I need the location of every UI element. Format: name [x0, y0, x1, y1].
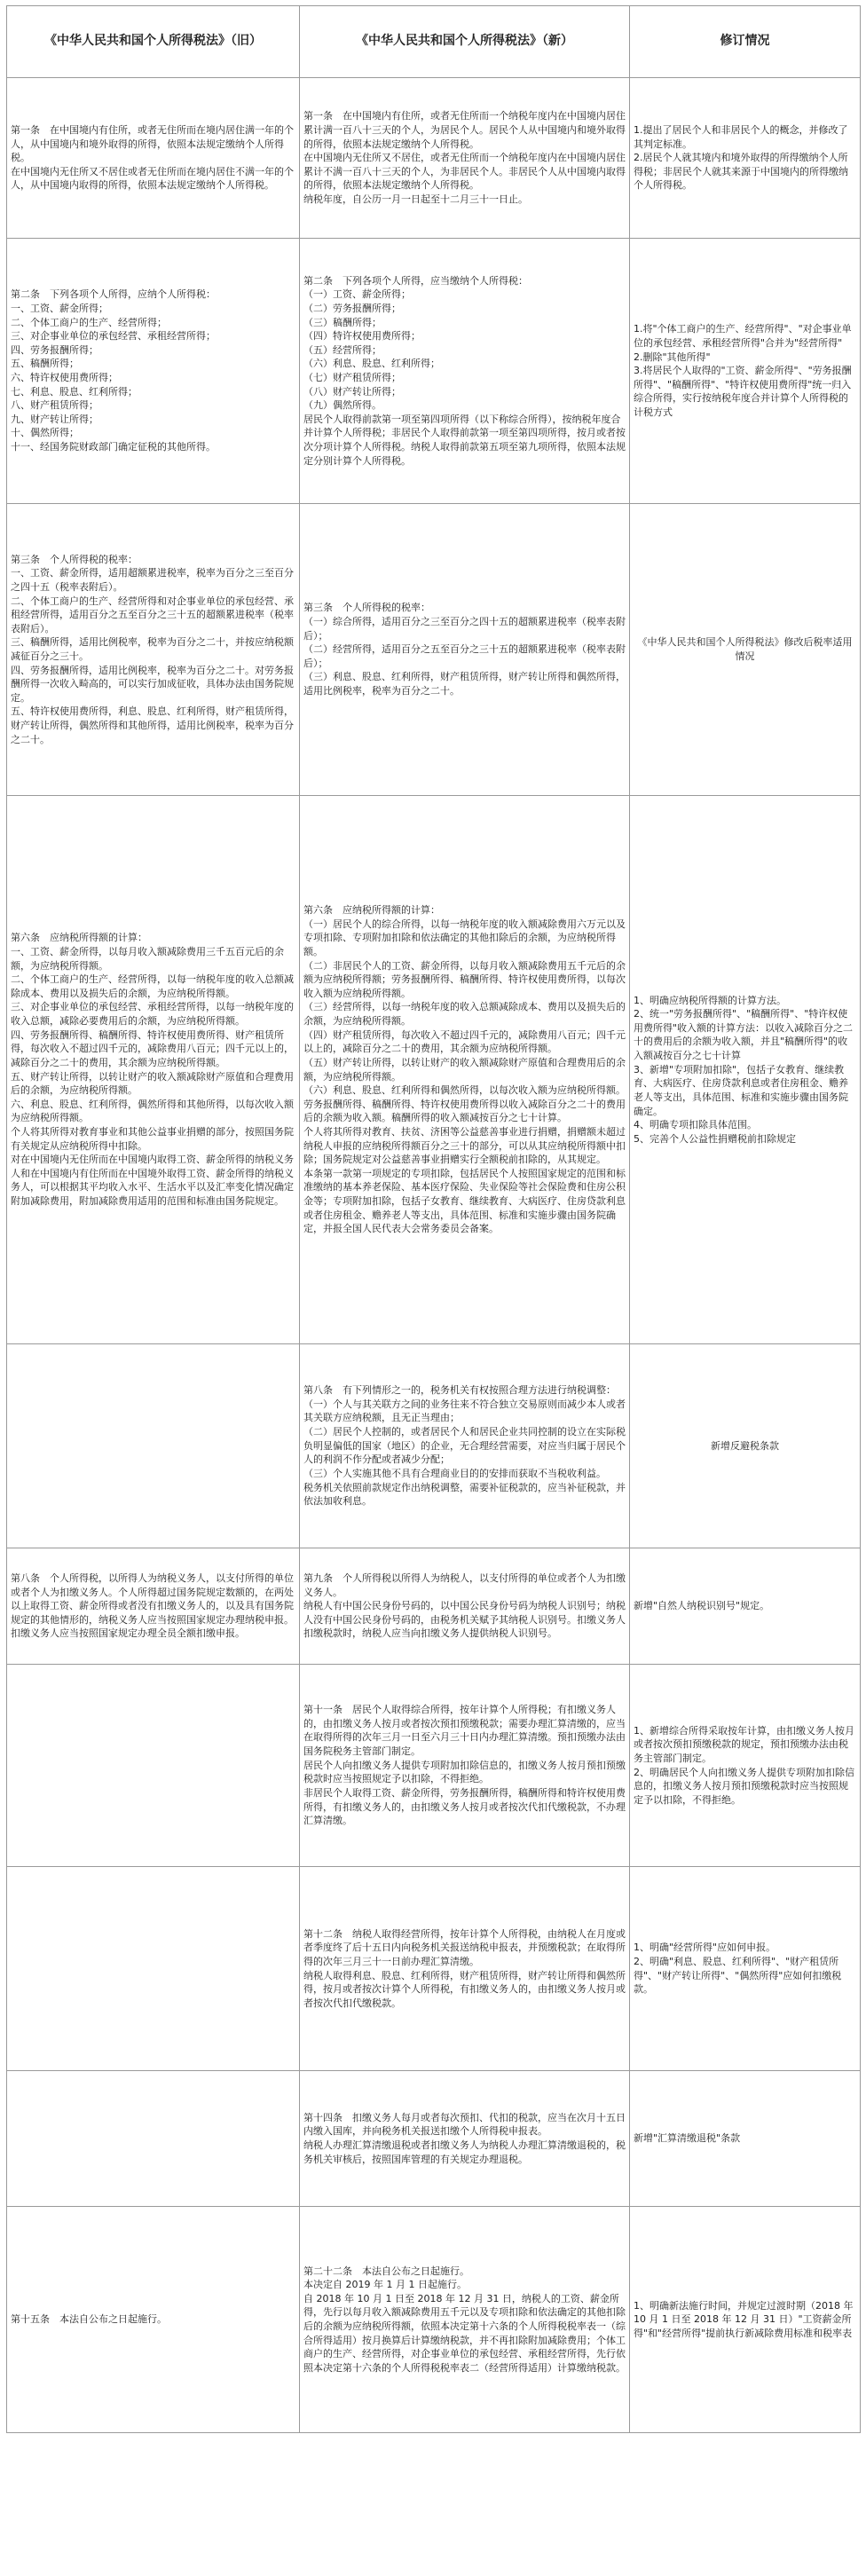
new-law-cell: 第十二条 纳税人取得经营所得，按年计算个人所得税，由纳税人在月度或者季度终了后十五日内向税务机关报送纳税申报表，并预缴税款；在取得所得的次年三月三十一日前办理汇算清缴。 纳税人取得利息、股息、红利所得，财产租赁所得，财产转让所得和偶然所得，按月或者按次计算个人所得税，有扣缴义务人的，由扣缴义务人按月或者按次代扣代缴税款。 [300, 1867, 630, 2071]
header-row [7, 6, 861, 78]
new-law-cell: 第六条 应纳税所得额的计算： （一）居民个人的综合所得，以每一纳税年度的收入额减除费用六万元以及专项扣除、专项附加扣除和依法确定的其他扣除后的余额，为应纳税所得额。 （二）非居民个人的工资、薪金所得，以每月收入额减除费用五千元后的余额为应纳税所得额；劳务报酬所得、稿酬所得、特许权使用费所得，以每次收入额为应纳税所得额。 （三）经营所得，以每一纳税年度的收入总额减除成本、费用以及损失后的余额，为应纳税所得额。 （四）财产租赁所得，每次收入不超过四千元的，减除费用八百元；四千元以上的，减除百分之二十的费用，其余额为应纳税所得额。 （五）财产转让所得，以转让财产的收入额减除财产原值和合理费用后的余额，为应纳税所得额。 （六）利息、股息、红利所得和偶然所得，以每次收入额为应纳税所得额。 劳务报酬所得、稿酬所得、特许权使用费所得以收入减除百分之二十的费用后的余额为收入额。稿酬所得的收入额减按百分之七十计算。 个人将其所得对教育、扶贫、济困等公益慈善事业进行捐赠，捐赠额未超过纳税人申报的应纳税所得额百分之三十的部分，可以从其应纳税所得额中扣除；国务院规定对公益慈善事业捐赠实行全额税前扣除的，从其规定。 本条第一款第一项规定的专项扣除，包括居民个人按照国家规定的范围和标准缴纳的基本养老保险、基本医疗保险、失业保险等社会保险费和住房公积金等；专项附加扣除，包括子女教育、继续教育、大病医疗、住房贷款利息或者住房租金、赡养老人等支出，具体范围、标准和实施步骤由国务院确定，并报全国人民代表大会常务委员会备案。 [300, 796, 630, 1344]
old-law-cell [7, 1665, 300, 1867]
header-revision-notes: 修订情况 [630, 6, 861, 78]
table-row [7, 1867, 861, 2071]
new-law-cell: 第十一条 居民个人取得综合所得，按年计算个人所得税；有扣缴义务人的，由扣缴义务人按月或者按次预扣预缴税款；需要办理汇算清缴的，应当在取得所得的次年三月一日至六月三十日内办理汇算清缴。预扣预缴办法由国务院税务主管部门制定。 居民个人向扣缴义务人提供专项附加扣除信息的，扣缴义务人按月预扣预缴税款时应当按照规定予以扣除，不得拒绝。 非居民个人取得工资、薪金所得，劳务报酬所得，稿酬所得和特许权使用费所得，有扣缴义务人的，由扣缴义务人按月或者按次代扣代缴税款，不办理汇算清缴。 [300, 1665, 630, 1867]
old-law-cell [7, 1344, 300, 1548]
old-law-cell: 第六条 应纳税所得额的计算： 一、工资、薪金所得，以每月收入额减除费用三千五百元后的余额，为应纳税所得额。 二、个体工商户的生产、经营所得，以每一纳税年度的收入总额减除成本、费用以及损失后的余额，为应纳税所得额。 三、对企事业单位的承包经营、承租经营所得，以每一纳税年度的收入总额，减除必要费用后的余额，为应纳税所得额。 四、劳务报酬所得、稿酬所得、特许权使用费所得、财产租赁所得，每次收入不超过四千元的，减除费用八百元；四千元以上的，减除百分之二十的费用，其余额为应纳税所得额。 五、财产转让所得，以转让财产的收入额减除财产原值和合理费用后的余额，为应纳税所得额。 六、利息、股息、红利所得，偶然所得和其他所得，以每次收入额为应纳税所得额。 个人将其所得对教育事业和其他公益事业捐赠的部分，按照国务院有关规定从应纳税所得中扣除。 对在中国境内无住所而在中国境内取得工资、薪金所得的纳税义务人和在中国境内有住所而在中国境外取得工资、薪金所得的纳税义务人，可以根据其平均收入水平、生活水平以及汇率变化情况确定附加减除费用，附加减除费用适用的范围和标准由国务院规定。 [7, 796, 300, 1344]
old-law-cell: 第八条 个人所得税，以所得人为纳税义务人，以支付所得的单位或者个人为扣缴义务人。个人所得超过国务院规定数额的，在两处以上取得工资、薪金所得或者没有扣缴义务人的，以及具有国务院规定的其他情形的，纳税义务人应当按照国家规定办理纳税申报。扣缴义务人应当按照国家规定办理全员全额扣缴申报。 [7, 1548, 300, 1665]
table-row [7, 78, 861, 239]
old-law-cell: 第十五条 本法自公布之日起施行。 [7, 2207, 300, 2433]
revision-notes-cell: 新增"汇算清缴退税"条款 [630, 2071, 861, 2207]
revision-notes-cell: 1、明确应纳税所得额的计算方法。 2、统一"劳务报酬所得"、"稿酬所得"、"特许权使用费所得"收入额的计算方法：以收入减除百分之二十的费用后的余额为收入额，并且"稿酬所得"的收入额减按百分之七十计算 3、新增"专项附加扣除"，包括子女教育、继续教育、大病医疗、住房贷款利息或者住房租金、赡养老人等支出，具体范围、标准和实施步骤由国务院确定。 4、明确专项扣除具体范围。 5、完善个人公益性捐赠税前扣除规定 [630, 796, 861, 1344]
revision-notes-cell: 1.提出了居民个人和非居民个人的概念，并修改了其判定标准。 2.居民个人就其境内和境外取得的所得缴纳个人所得税；非居民个人就其来源于中国境内的所得缴纳个人所得税。 [630, 78, 861, 239]
revision-notes-cell: 1、明确新法施行时间，并规定过渡时期（2018 年 10 月 1 日至 2018 年 12 月 31 日）"工资薪金所得"和"经营所得"提前执行新减除费用标准和税率表 [630, 2207, 861, 2433]
header-new-law: 《中华人民共和国个人所得税法》（新） [300, 6, 630, 78]
table-row [7, 504, 861, 796]
new-law-cell: 第三条 个人所得税的税率： （一）综合所得，适用百分之三至百分之四十五的超额累进税率（税率表附后）； （二）经营所得，适用百分之五至百分之三十五的超额累进税率（税率表附后）； （三）利息、股息、红利所得，财产租赁所得，财产转让所得和偶然所得，适用比例税率，税率为百分之二十。 [300, 504, 630, 796]
old-law-cell: 第三条 个人所得税的税率： 一、工资、薪金所得，适用超额累进税率，税率为百分之三至百分之四十五（税率表附后）。 二、个体工商户的生产、经营所得和对企事业单位的承包经营、承租经营所得，适用百分之五至百分之三十五的超额累进税率（税率表附后）。 三、稿酬所得，适用比例税率，税率为百分之二十，并按应纳税额减征百分之三十。 四、劳务报酬所得，适用比例税率，税率为百分之二十。对劳务报酬所得一次收入畸高的，可以实行加成征收，具体办法由国务院规定。 五、特许权使用费所得，利息、股息、红利所得，财产租赁所得，财产转让所得，偶然所得和其他所得，适用比例税率，税率为百分之二十。 [7, 504, 300, 796]
table-row [7, 1665, 861, 1867]
new-law-cell: 第八条 有下列情形之一的，税务机关有权按照合理方法进行纳税调整： （一）个人与其关联方之间的业务往来不符合独立交易原则而减少本人或者其关联方应纳税额，且无正当理由； （二）居民个人控制的，或者居民个人和居民企业共同控制的设立在实际税负明显偏低的国家（地区）的企业，无合理经营需要，对应当归属于居民个人的利润不作分配或者减少分配； （三）个人实施其他不具有合理商业目的的安排而获取不当税收利益。 税务机关依照前款规定作出纳税调整，需要补征税款的，应当补征税款，并依法加收利息。 [300, 1344, 630, 1548]
tax-law-comparison-table [6, 5, 861, 2433]
old-law-cell: 第一条 在中国境内有住所，或者无住所而在境内居住满一年的个人，从中国境内和境外取得的所得，依照本法规定缴纳个人所得税。 在中国境内无住所又不居住或者无住所而在境内居住不满一年的个人，从中国境内取得的所得，依照本法规定缴纳个人所得税。 [7, 78, 300, 239]
table-row [7, 1344, 861, 1548]
new-law-cell: 第九条 个人所得税以所得人为纳税人，以支付所得的单位或者个人为扣缴义务人。 纳税人有中国公民身份号码的，以中国公民身份号码为纳税人识别号；纳税人没有中国公民身份号码的，由税务机关赋予其纳税人识别号。扣缴义务人扣缴税款时，纳税人应当向扣缴义务人提供纳税人识别号。 [300, 1548, 630, 1665]
new-law-cell: 第一条 在中国境内有住所，或者无住所而一个纳税年度内在中国境内居住累计满一百八十三天的个人，为居民个人。居民个人从中国境内和境外取得的所得，依照本法规定缴纳个人所得税。 在中国境内无住所又不居住，或者无住所而一个纳税年度内在中国境内居住累计不满一百八十三天的个人，为非居民个人。非居民个人从中国境内取得的所得，依照本法规定缴纳个人所得税。 纳税年度，自公历一月一日起至十二月三十一日止。 [300, 78, 630, 239]
revision-notes-cell: 1、新增综合所得采取按年计算，由扣缴义务人按月或者按次预扣预缴税款的规定，预扣预缴办法由税务主管部门制定。 2、明确居民个人向扣缴义务人提供专项附加扣除信息的，扣缴义务人按月预扣预缴税款时应当按照规定予以扣除，不得拒绝。 [630, 1665, 861, 1867]
new-law-cell: 第十四条 扣缴义务人每月或者每次预扣、代扣的税款，应当在次月十五日内缴入国库，并向税务机关报送扣缴个人所得税申报表。 纳税人办理汇算清缴退税或者扣缴义务人为纳税人办理汇算清缴退税的，税务机关审核后，按照国库管理的有关规定办理退税。 [300, 2071, 630, 2207]
revision-notes-cell: 1、明确"经营所得"应如何申报。 2、明确"利息、股息、红利所得"、"财产租赁所得"、"财产转让所得"、"偶然所得"应如何扣缴税款。 [630, 1867, 861, 2071]
old-law-cell: 第二条 下列各项个人所得，应纳个人所得税： 一、工资、薪金所得； 二、个体工商户的生产、经营所得； 三、对企事业单位的承包经营、承租经营所得； 四、劳务报酬所得； 五、稿酬所得； 六、特许权使用费所得； 七、利息、股息、红利所得； 八、财产租赁所得； 九、财产转让所得； 十、偶然所得； 十一、经国务院财政部门确定征税的其他所得。 [7, 239, 300, 504]
revision-notes-cell: 《中华人民共和国个人所得税法》修改后税率适用情况 [630, 504, 861, 796]
table-row [7, 1548, 861, 1665]
table-row [7, 2071, 861, 2207]
new-law-cell: 第二十二条 本法自公布之日起施行。 本决定自 2019 年 1 月 1 日起施行。 自 2018 年 10 月 1 日至 2018 年 12 月 31 日，纳税人的工资、薪金所得，先行以每月收入额减除费用五千元以及专项扣除和依法确定的其他扣除后的余额为应纳税所得额，依照本决定第十六条的个人所得税税率表一（综合所得适用）按月换算后计算缴纳税款，并不再扣除附加减除费用；个体工商户的生产、经营所得，对企事业单位的承包经营、承租经营所得，先行依照本决定第十六条的个人所得税税率表二（经营所得适用）计算缴纳税款。 [300, 2207, 630, 2433]
header-old-law: 《中华人民共和国个人所得税法》（旧） [7, 6, 300, 78]
new-law-cell: 第二条 下列各项个人所得，应当缴纳个人所得税： （一）工资、薪金所得； （二）劳务报酬所得； （三）稿酬所得； （四）特许权使用费所得； （五）经营所得； （六）利息、股息、红利所得； （七）财产租赁所得； （八）财产转让所得； （九）偶然所得。 居民个人取得前款第一项至第四项所得（以下称综合所得），按纳税年度合并计算个人所得税；非居民个人取得前款第一项至第四项所得，按月或者按次分项计算个人所得税。纳税人取得前款第五项至第九项所得，依照本法规定分别计算个人所得税。 [300, 239, 630, 504]
table-row [7, 796, 861, 1344]
revision-notes-cell: 新增"自然人纳税识别号"规定。 [630, 1548, 861, 1665]
table-row [7, 239, 861, 504]
table-row [7, 2207, 861, 2433]
revision-notes-cell: 1.将"个体工商户的生产、经营所得"、"对企事业单位的承包经营、承租经营所得"合并为"经营所得" 2.删除"其他所得" 3.将居民个人取得的"工资、薪金所得"、"劳务报酬所得"、"稿酬所得"、"特许权使用费所得"统一归入综合所得，实行按纳税年度合并计算个人所得税的计税方式 [630, 239, 861, 504]
old-law-cell [7, 2071, 300, 2207]
old-law-cell [7, 1867, 300, 2071]
revision-notes-cell: 新增反避税条款 [630, 1344, 861, 1548]
